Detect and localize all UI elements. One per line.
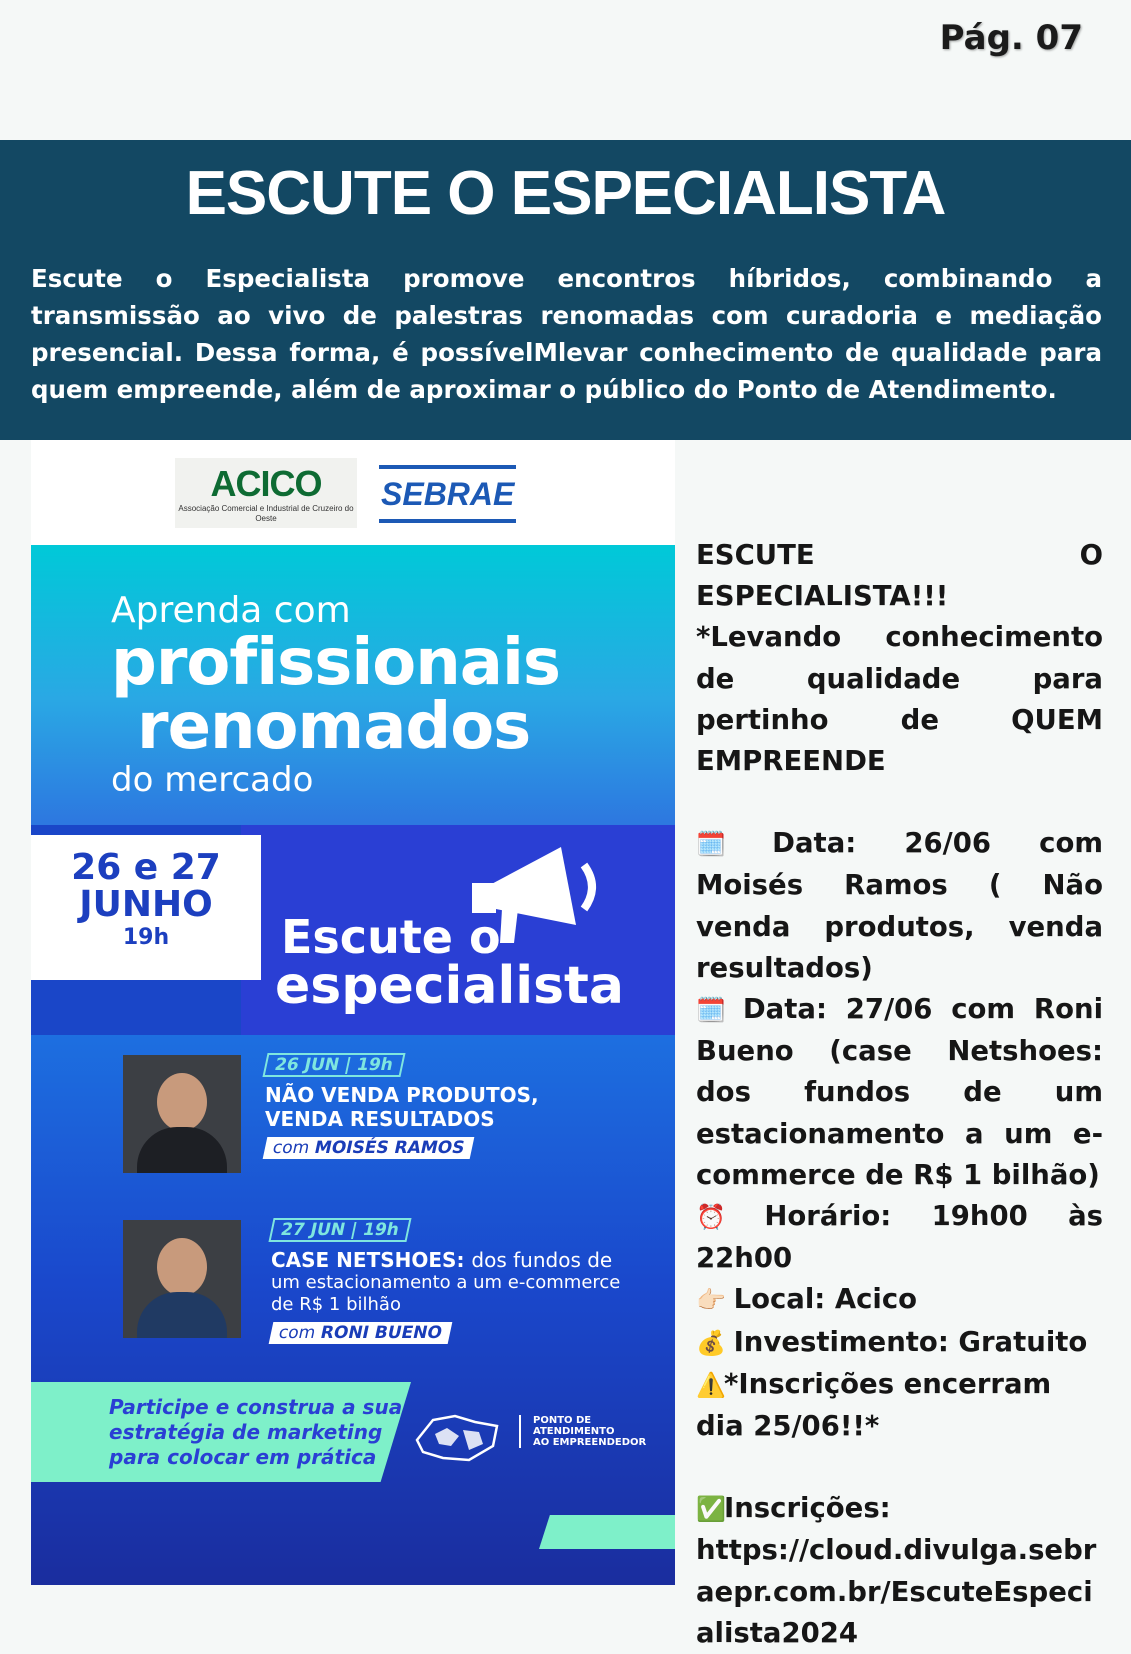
ponto-line-3: AO EMPREENDEDOR <box>533 1437 647 1448</box>
banner-description: Escute o Especialista promove encontros híbridos, combinando a transmissão ao vivo de palestras renomadas com curadoria e mediação presencial. Dessa forma, é possívelMlevar conhecimento de qualidade para quem empreende, além de aproximar o público do Ponto de Atendimento. <box>31 264 1102 404</box>
cta-line-2: estratégia de marketing <box>109 1420 383 1444</box>
info-date-1 <box>696 823 1103 989</box>
ponto-line-1: PONTO DE <box>533 1415 592 1426</box>
info-headline: ESCUTE O ESPECIALISTA!!! *Levando conhecimento de qualidade para pertinho de QUEM EMPREENDE <box>696 539 1103 778</box>
event-month: JUNHO <box>79 884 213 925</box>
header-banner <box>0 140 1131 440</box>
ponto-atendimento-label <box>519 1415 646 1448</box>
speaker-photo-roni <box>123 1220 241 1338</box>
talk-1 <box>265 1053 539 1159</box>
parana-map-icon <box>413 1410 503 1466</box>
speaker-shirt <box>137 1127 227 1173</box>
check-mark-icon: ✅ <box>696 1495 726 1524</box>
calendar-icon: 🗓️ <box>696 830 726 859</box>
info-registration-text: Inscrições: <box>724 1492 891 1525</box>
acico-logo <box>175 458 357 528</box>
speaker-face <box>157 1073 207 1131</box>
spacer <box>696 782 1103 823</box>
talk-2-title-line-3: de R$ 1 bilhão <box>271 1294 401 1315</box>
info-deadline <box>696 1364 1103 1447</box>
info-deadline-text: *Inscrições encerram dia 25/06!!* <box>696 1367 1052 1443</box>
sebrae-logo: SEBRAE <box>379 465 516 523</box>
tagline-line-2: profissionais <box>111 626 560 700</box>
talk-2-date: 27 JUN | 19h <box>268 1218 411 1242</box>
talk-1-date: 26 JUN | 19h <box>262 1053 405 1077</box>
talk-1-title-line-1: NÃO VENDA PRODUTOS, <box>265 1083 539 1107</box>
talk-1-speaker <box>263 1137 475 1159</box>
cta-line-3: para colocar em prática <box>109 1445 377 1469</box>
acico-logo-text: ACICO <box>210 463 322 504</box>
talk-2-speaker-name: RONI BUENO <box>318 1323 444 1343</box>
cta-line-1: Participe e construa a sua <box>109 1395 403 1419</box>
talk-2-title-bold: CASE NETSHOES: <box>271 1248 465 1272</box>
speaker-shirt <box>137 1292 227 1338</box>
talk-2-title-line-2: um estacionamento a um e-commerce <box>271 1272 621 1293</box>
info-date-2-text: Data: 27/06 com Roni Bueno (case Netshoes: dos fundos de um estacionamento a um e-commerce de R$ 1 bilhão) <box>696 993 1104 1191</box>
bottom-accent-bar <box>539 1515 675 1549</box>
pointing-hand-icon: 👉🏻 <box>696 1286 726 1315</box>
info-date-2 <box>696 989 1103 1196</box>
event-info <box>696 535 1103 1654</box>
speaker-photo-moises <box>123 1055 241 1173</box>
info-time-text: Horário: 19h00 às 22h00 <box>696 1200 1103 1275</box>
speaker-face <box>157 1238 207 1296</box>
page-number: Pág. 07 <box>939 18 1083 58</box>
ponto-line-2: ATENDIMENTO <box>533 1426 615 1437</box>
talk-2-title-rest: dos fundos de <box>471 1248 613 1272</box>
registration-link[interactable]: https://cloud.divulga.sebraepr.com.br/EscuteEspecialista2024 <box>696 1534 1097 1649</box>
acico-logo-subtitle: Associação Comercial e Industrial de Cruzeiro do Oeste <box>178 504 354 523</box>
alarm-clock-icon: ⏰ <box>696 1203 726 1232</box>
info-price-text: Investimento: Gratuito <box>733 1325 1088 1358</box>
cta-text <box>109 1395 402 1470</box>
talk-1-with: com <box>270 1138 312 1158</box>
info-date-1-text: Data: 26/06 com Moisés Ramos ( Não venda produtos, venda resultados) <box>696 827 1104 984</box>
talk-1-title-line-2: VENDA RESULTADOS <box>265 1107 495 1131</box>
talk-2-title-line-1 <box>271 1248 620 1272</box>
talk-1-speaker-name: MOISÉS RAMOS <box>312 1138 467 1158</box>
talk-2 <box>271 1218 620 1344</box>
event-time: 19h <box>122 925 170 950</box>
tagline-line-1: Aprenda com <box>111 590 351 631</box>
tagline-line-4: do mercado <box>111 760 314 800</box>
talk-2-with: com <box>276 1323 318 1343</box>
warning-icon: ⚠️ <box>696 1370 726 1399</box>
event-dates: 26 e 27 <box>71 847 221 888</box>
tagline-line-3: renomados <box>137 690 531 764</box>
calendar-icon: 🗓️ <box>696 996 726 1025</box>
event-date-box <box>31 835 261 980</box>
money-bag-icon: 💰 <box>696 1328 726 1357</box>
talk-2-speaker <box>269 1322 452 1344</box>
logo-strip <box>31 440 675 545</box>
info-price <box>696 1322 1103 1364</box>
info-registration <box>696 1488 1103 1530</box>
info-location <box>696 1279 1103 1321</box>
spacer <box>696 1447 1103 1488</box>
info-location-text: Local: Acico <box>733 1283 918 1316</box>
event-flyer <box>31 440 675 1585</box>
page-title: ESCUTE O ESPECIALISTA <box>185 159 946 228</box>
info-time <box>696 1196 1103 1279</box>
escute-title-line-1: Escute o <box>281 910 501 964</box>
escute-title-line-2: especialista <box>275 956 624 1016</box>
